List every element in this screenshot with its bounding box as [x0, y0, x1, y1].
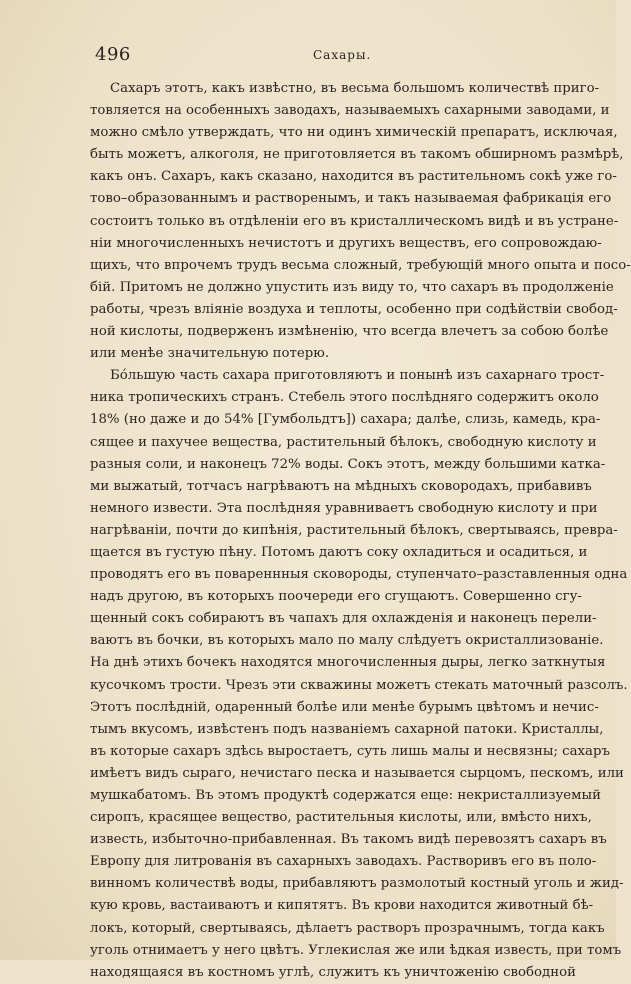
text-line: ніи многочисленныхъ нечистотъ и другихъ веществъ, его сопровождаю-: [90, 235, 602, 251]
text-line: щенный сокъ собираютъ въ чапахъ для охлажденія и наконецъ перели-: [90, 611, 597, 627]
text-line: На днѣ этихъ бочекъ находятся многочисленныя дыры, легко заткнутыя: [90, 655, 606, 671]
text-line: надъ другою, въ которыхъ поочереди его сгущаютъ. Совершенно сгу-: [90, 589, 582, 605]
page-header: [95, 44, 556, 66]
text-line: или менѣе значительную потерю.: [90, 346, 330, 362]
text-line: работы, чрезъ вліяніе воздуха и теплоты, особенно при содѣйствіи свобод-: [90, 301, 618, 317]
text-line: Сахаръ этотъ, какъ извѣстно, въ весьма большомъ количествѣ приго-: [110, 81, 600, 96]
page-body: [90, 78, 631, 984]
text-line: щихъ, что впрочемъ трудъ весьма сложный, требующій много опыта и посо-: [90, 257, 631, 273]
text-line: ми выжатый, тотчасъ нагрѣваютъ на мѣдныхъ сковородахъ, прибавивъ: [90, 478, 592, 494]
text-line: ной кислоты, подверженъ измѣненію, что всегда влечетъ за собою болѣе: [90, 324, 609, 340]
text-line: кую кровь, вастаиваютъ и кипятятъ. Въ крови находится животный бѣ-: [90, 898, 594, 914]
text-line: бій. Притомъ не должно упустить изъ виду то, что сахаръ въ продолженіе: [90, 279, 614, 295]
text-line: известь, избыточно-прибавленная. Въ такомъ видѣ перевозятъ сахаръ въ: [90, 832, 607, 848]
text-line: ваютъ въ бочки, въ которыхъ мало по малу слѣдуетъ окристаллизованіе.: [90, 633, 604, 649]
paragraph-1: [90, 78, 631, 365]
text-line: Бо́льшую часть сахара приготовляютъ и понынѣ изъ сахарнаго трост-: [110, 368, 605, 384]
text-line: разныя соли, и наконецъ 72% воды. Сокъ этотъ, между большими катка-: [90, 456, 606, 472]
text-line: кусочкомъ трости. Чрезъ эти скважины можетъ стекать маточный разсолъ.: [90, 677, 628, 693]
text-line: въ которые сахаръ здѣсь выростаетъ, суть лишь малы и несвязны; сахаръ: [90, 743, 610, 759]
text-line: мушкабатомъ. Въ этомъ продуктѣ содержатся еще: некристаллизуемый: [90, 788, 601, 803]
page-number: 496: [95, 44, 131, 65]
text-line: винномъ количествѣ воды, прибавляютъ размолотый костный уголь и жид-: [90, 876, 624, 892]
paragraph-2: [90, 365, 628, 984]
text-line: тово–образованнымъ и растворенымъ, и такъ называемая фабрикація его: [90, 191, 612, 207]
text-line: тымъ вкусомъ, извѣстенъ подъ названіемъ сахарной патоки. Кристаллы,: [90, 721, 604, 737]
text-line: находящаяся въ костномъ углѣ, служитъ къ уничтоженію свободной: [90, 964, 576, 980]
text-line: состоитъ только въ отдѣленіи его въ кристаллическомъ видѣ и въ устране-: [90, 213, 619, 229]
text-line: быть можетъ, алкоголя, не приготовляется въ такомъ обширномъ размѣрѣ,: [90, 147, 624, 163]
text-line: уголь отнимаетъ у него цвѣтъ. Углекислая же или ѣдкая известь, при томъ: [90, 942, 622, 958]
text-line: Европу для литрованія въ сахарныхъ заводахъ. Растворивъ его въ поло-: [90, 854, 597, 870]
text-line: проводятъ его въ повареннныя сковороды, ступенчато–разставленныя одна: [90, 567, 628, 583]
text-line: имѣетъ видъ сыраго, нечистаго песка и называется сырцомъ, пескомъ, или: [90, 765, 624, 781]
text-line: какъ онъ. Сахаръ, какъ сказано, находится въ растительномъ сокѣ уже го-: [90, 169, 617, 185]
text-line: можно смѣло утверждать, что ни одинъ химическій препаратъ, исключая,: [90, 125, 618, 141]
text-line: Этотъ послѣдній, одаренный болѣе или менѣе бурымъ цвѣтомъ и нечис-: [90, 699, 599, 715]
text-line: товляется на особенныхъ заводахъ, называемыхъ сахарными заводами, и: [90, 103, 610, 119]
text-line: ника тропическихъ странъ. Стебель этого послѣдняго содержитъ около: [90, 390, 599, 406]
text-line: немного извести. Эта послѣдняя уравниваетъ свободную кислоту и при: [90, 500, 598, 516]
text-line: сящее и пахучее вещества, растительный бѣлокъ, свободную кислоту и: [90, 434, 597, 450]
text-line: сиропъ, красящее вещество, растительныя кислоты, или, вмѣсто нихъ,: [90, 810, 592, 826]
text-line: щается въ густую пѣну. Потомъ даютъ соку охладиться и осадиться, и: [90, 544, 588, 560]
running-head: Сахары.: [313, 48, 372, 62]
text-line: нагрѣваніи, почти до кипѣнія, растительный бѣлокъ, свертываясь, превра-: [90, 522, 618, 538]
text-line: 18% (но даже и до 54% [Гумбольдтъ]) сахара; далѣе, слизь, камедь, кра-: [90, 412, 601, 428]
text-line: локъ, который, свертываясь, дѣлаетъ растворъ прозрачнымъ, тогда какъ: [90, 920, 605, 936]
